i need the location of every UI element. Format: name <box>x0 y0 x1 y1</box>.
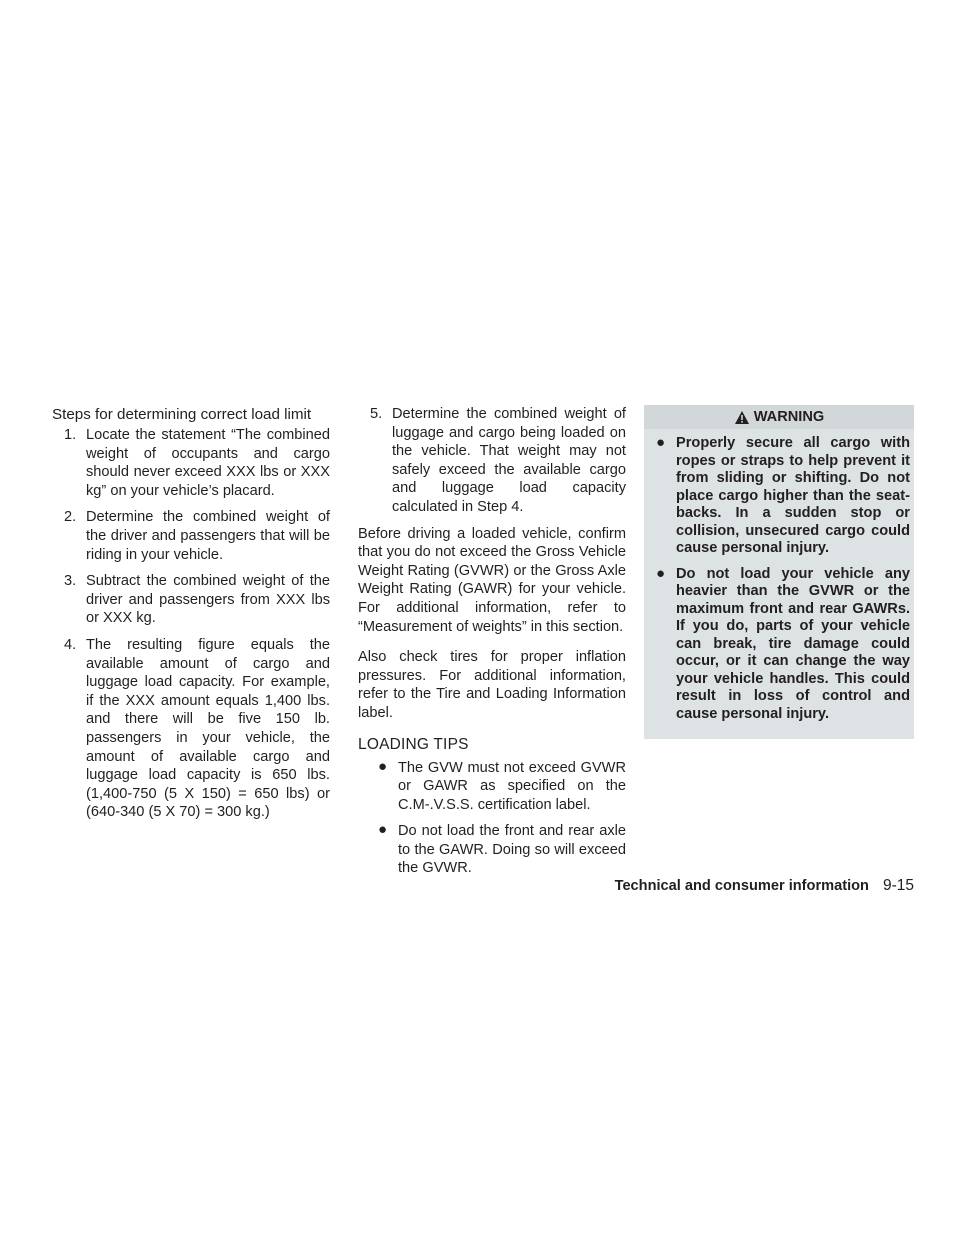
paragraph-tire-pressure: Also check tires for proper inflation pressures. For additional information, refer to the Tire and Loading Information label. <box>358 649 626 721</box>
step-text: Determine the combined weight of the driver and passengers that will be riding in your vehicle. <box>86 509 330 563</box>
step-text: Determine the combined weight of luggage and cargo being loaded on the vehicle. That weight may not safely exceed the available cargo and luggage load capacity calculated in Step 4. <box>392 406 626 515</box>
warning-text: Properly secure all cargo with ropes or straps to help prevent it from sliding or shifting. Do not place cargo higher than the seat-backs. In a sudden stop or collision, unsecured cargo could cause personal injury. <box>676 435 910 556</box>
warning-title: WARNING <box>753 408 825 425</box>
loading-tip <box>358 759 626 815</box>
page-footer <box>615 877 914 895</box>
warning-item <box>644 435 914 558</box>
step-1 <box>52 426 330 500</box>
step-5 <box>358 405 626 517</box>
bullet-text: Do not load the front and rear axle to the GAWR. Doing so will exceed the GVWR. <box>398 823 626 877</box>
bullet-icon: ● <box>656 564 666 582</box>
right-column <box>644 405 914 739</box>
step-number: 3. <box>64 573 77 590</box>
subheading-load-limit: Steps for determining correct load limit <box>52 406 312 423</box>
paragraph-gvwr: Before driving a loaded vehicle, confirm that you do not exceed the Gross Vehicle Weight Rating (GVWR) or the Gross Axle Weight Rating (GAWR) for your vehicle. For additional information, refer to “Measurement of weights” in this section. <box>358 525 626 635</box>
bullet-icon: ● <box>378 757 388 775</box>
warning-box <box>644 405 914 739</box>
warning-header <box>644 405 914 429</box>
bullet-icon: ● <box>656 434 666 451</box>
footer-section-title: Technical and consumer information <box>614 878 869 894</box>
left-column <box>52 405 330 830</box>
step-3 <box>52 572 330 628</box>
warning-item <box>644 566 914 724</box>
bullet-text: The GVW must not exceed GVWR or GAWR as specified on the C.M-.V.S.S. certification label. <box>398 759 626 813</box>
warning-text: Do not load your vehicle any heavier than the GVWR or the maximum front and rear GAWRs. If you do, parts of your vehicle can break, tire damage could occur, or it can change the way your vehicle handles. This could result in loss of control and cause personal injury. <box>676 565 910 722</box>
step-text: The resulting figure equals the available amount of cargo and luggage load capacity. For example, if the XXX amount equals 1,400 lbs. and there will be five 150 lb. passengers in your vehicle, the amount of available cargo and luggage load capacity is 650 lbs. (1,400-750 (5 X 150) = 650 lbs) or (640-340 (5 X 70) = 300 kg.) <box>86 636 330 821</box>
heading-loading-tips: LOADING TIPS <box>358 735 469 753</box>
step-number: 5. <box>370 406 383 422</box>
step-text: Locate the statement “The combined weight of occupants and cargo should never exceed XXX lbs or XXX kg” on your vehicle’s placard. <box>86 427 330 499</box>
step-number: 4. <box>64 636 77 653</box>
middle-column <box>358 405 626 886</box>
page-number: 9-15 <box>882 877 914 894</box>
step-number: 1. <box>64 427 77 443</box>
warning-triangle-icon <box>734 410 750 425</box>
step-4 <box>52 636 330 822</box>
loading-tip <box>358 822 626 878</box>
bullet-icon: ● <box>378 821 388 839</box>
step-text: Subtract the combined weight of the driver and passengers from XXX lbs or XXX kg. <box>86 573 330 627</box>
step-2 <box>52 508 330 564</box>
step-number: 2. <box>64 509 77 526</box>
